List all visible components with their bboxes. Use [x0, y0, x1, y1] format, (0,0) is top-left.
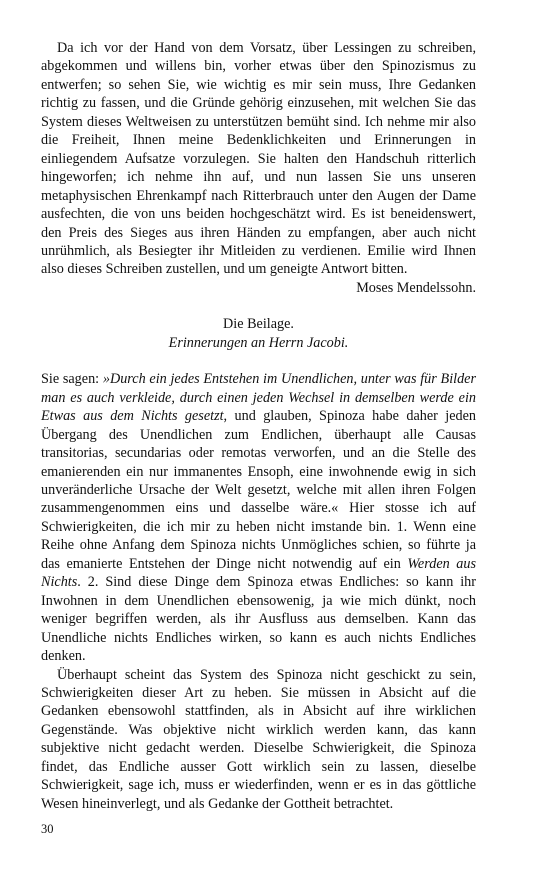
- paragraph-text-continued: . 2. Sind diese Dinge dem Spinoza etwas Endliches: so kann ihr Inwohnen in dem Unendlichen ebensowenig, ja wie mich dünkt, noch weniger begriffen werden, als ihr Ausfluss aus demselben. Kann das Unendliche nichts Endliches wirken, so kann es auch nichts Endliches denken.: [41, 574, 476, 665]
- signature: Moses Mendelssohn.: [356, 279, 476, 296]
- quoted-passage: »Durch ein jedes Entstehen im Unendlichen, unter was für Bilder man es auch verkleide, durch einen jeden Wechsel in demselben werde ein Etwas aus dem Nichts gesetzt: [41, 371, 476, 425]
- enclosure-paragraph-1: [41, 370, 476, 665]
- enclosure-paragraph-2: Überhaupt scheint das System des Spinoza nicht geschickt zu sein, Schwierigkeiten dieser Art zu heben. Sie müssen in Absicht auf die Gedanken ebensowohl stattfinden, als in Absicht auf ihre wirklichen Gegenstände. Was objektive nicht wirklich werden kann, das kann subjektive nicht gedacht werden. Dieselbe Schwierigkeit, die Spinoza findet, das Endliche ausser Gott wirklich sein zu lassen, dieselbe Schwierigkeit, sage ich, muss er wiederfinden, wenn er es in das göttliche Wesen hineinverlegt, und als Gedanke der Gottheit betrachtet.: [41, 666, 476, 812]
- page-body: [41, 39, 476, 813]
- emphasis-werden-aus-nichts: Werden aus Nichts: [41, 555, 476, 591]
- paragraph-lead: Sie sagen:: [41, 371, 103, 388]
- page-number: 30: [41, 822, 54, 836]
- letter-paragraph: Da ich vor der Hand von dem Vorsatz, über Lessingen zu schreiben, abgekommen und willens bin, vorher etwas über den Spinozismus zu entwerfen; so sehen Sie, wie wichtig es mir sein muss, Ihre Gedanken richtig zu fassen, und die Gründe gehörig einzusehen, mit welchen Sie das System dieses Weltweisen zu unterstützen bemüht sind. Ich nehme mir also die Freiheit, Ihnen meine Bedenklichkeiten und Erinnerungen in einliegendem Aufsatze vorzulegen. Sie halten den Handschuh ritterlich hingeworfen; ich nehme ihn auf, und nun lassen Sie uns unseren metaphysischen Ehrenkampf nach Ritterbrauch unter den Augen der Dame ausfechten, die von uns beiden hochgeschätzt wird. Es ist beneidenswert, den Preis des Sieges aus ihren Händen zu empfangen, aber auch nicht unrühmlich, als Besiegter ihr Mitleiden zu verdienen. Emilie wird Ihnen also dieses Schreiben zustellen, und um geneigte Antwort bitten.: [41, 40, 476, 278]
- enclosure-subheading: Erinnerungen an Herrn Jacobi.: [168, 334, 349, 351]
- enclosure-heading: Die Beilage.: [223, 316, 294, 333]
- paragraph-text: , und glauben, Spinoza habe daher jeden Übergang des Unendlichen zum Endlichen, überhaupt alle Causas transitorias, secundarias oder remotas verworfen, und an die Stelle des emanierenden ein nur immanentes Ensoph, eine inwohnende ewig in sich unveränderliche Ursache der Welt gesetzt, welche mit allen ihren Folgen zusammengenommen eins und dasselbe wäre.« Hier stosse ich auf Schwierigkeiten, die ich mir zu heben nicht imstande bin. 1. Wenn eine Reihe ohne Anfang dem Spinoza nichts Unmögliches schien, so führte ja das emanierte Entstehen der Dinge nicht notwendig auf ein: [41, 408, 476, 572]
